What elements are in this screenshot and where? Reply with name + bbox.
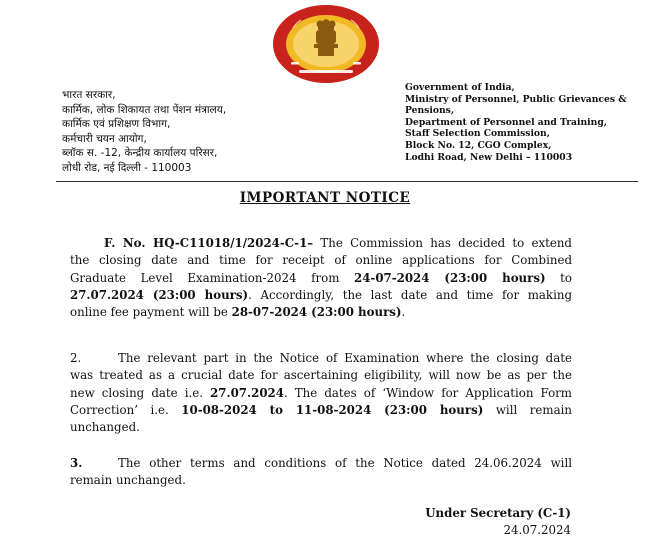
paragraph-text: The other terms and conditions of the Notice dated 24.06.2024 will <box>118 456 572 470</box>
paragraph-text: Graduate Level Examination-2024 from <box>70 270 354 285</box>
signatory-designation: Under Secretary (C-1) <box>425 506 571 520</box>
paragraph-line: was treated as a crucial date for ascertaining eligibility, will now be as per the <box>70 368 572 383</box>
english-address-line: Lodhi Road, New Delhi – 110003 <box>405 151 573 163</box>
paragraph-line <box>70 287 572 304</box>
notice-title: IMPORTANT NOTICE <box>239 190 411 206</box>
paragraph-line: remain unchanged. <box>70 473 186 488</box>
paragraph-line <box>70 304 572 321</box>
paragraph-text: . <box>401 305 406 320</box>
hindi-address-line: कार्मिक, लोक शिकायत तथा पेंशन मंत्रालय, <box>62 103 227 116</box>
correction-window: 10-08-2024 to 11-08-2024 (23:00 hours) <box>181 402 484 417</box>
paragraph-text: Correction’ i.e. <box>70 402 182 417</box>
paragraph-text: new closing date i.e. <box>70 385 211 400</box>
english-address-line: Staff Selection Commission, <box>405 128 550 140</box>
hindi-address <box>62 88 322 175</box>
new-closing-date: 27.07.2024 <box>210 385 284 400</box>
ssc-emblem-icon <box>271 4 381 84</box>
english-address-line: Pensions, <box>405 105 455 117</box>
paragraph-text: to <box>545 270 573 285</box>
paragraph-text: online fee payment will be <box>70 305 232 320</box>
paragraph-text: The relevant part in the Notice of Examination where the closing date <box>118 351 572 365</box>
paragraph-line <box>70 402 572 419</box>
file-number: F. No. HQ-C11018/1/2024-C-1– <box>104 236 314 250</box>
paragraph-line <box>70 385 572 402</box>
paragraph-line <box>70 455 572 472</box>
paragraph-line <box>70 270 572 287</box>
paragraph-line <box>70 235 572 252</box>
hindi-address-line: कर्मचारी चयन आयोग, <box>62 132 147 145</box>
ssc-logo <box>271 4 381 84</box>
signature-date: 24.07.2024 <box>503 523 571 537</box>
paragraph-text: The Commission has decided to extend <box>313 236 572 250</box>
header-divider <box>56 181 638 182</box>
date-to: 27.07.2024 (23:00 hours) <box>70 287 249 302</box>
date-from: 24-07-2024 (23:00 hours) <box>354 270 546 285</box>
hindi-address-line: कार्मिक एवं प्रशिक्षण विभाग, <box>62 118 171 130</box>
hindi-address-line: भारत सरकार, <box>62 89 116 101</box>
paragraph-text: . Accordingly, the last date and time for making <box>248 287 573 302</box>
hindi-address-line: लोधी रोड, नई दिल्ली - 110003 <box>62 161 192 174</box>
english-address-line: Department of Personnel and Training, <box>405 116 607 128</box>
paragraph-text: will remain <box>483 402 572 417</box>
fee-date: 28-07-2024 (23:00 hours) <box>231 305 402 320</box>
paragraph-number: 3. <box>70 456 83 470</box>
hindi-address-line: ब्लॉक स. -12, केन्द्रीय कार्यालय परिसर, <box>62 147 218 159</box>
signature-block <box>425 505 571 539</box>
english-address-line: Block No. 12, CGO Complex, <box>405 139 552 151</box>
english-address-line: Ministry of Personnel, Public Grievances & <box>405 93 627 105</box>
paragraph-text: . The dates of ‘Window for Application Form <box>283 385 572 400</box>
paragraph-2 <box>70 350 572 436</box>
paragraph-line: the closing date and time for receipt of online applications for Combined <box>70 253 572 268</box>
english-address <box>405 82 645 163</box>
paragraph-1 <box>70 235 572 321</box>
paragraph-line <box>70 350 572 367</box>
paragraph-line: unchanged. <box>70 420 140 435</box>
english-address-line: Government of India, <box>405 82 515 93</box>
paragraph-3 <box>70 455 572 490</box>
paragraph-number: 2. <box>70 351 82 365</box>
